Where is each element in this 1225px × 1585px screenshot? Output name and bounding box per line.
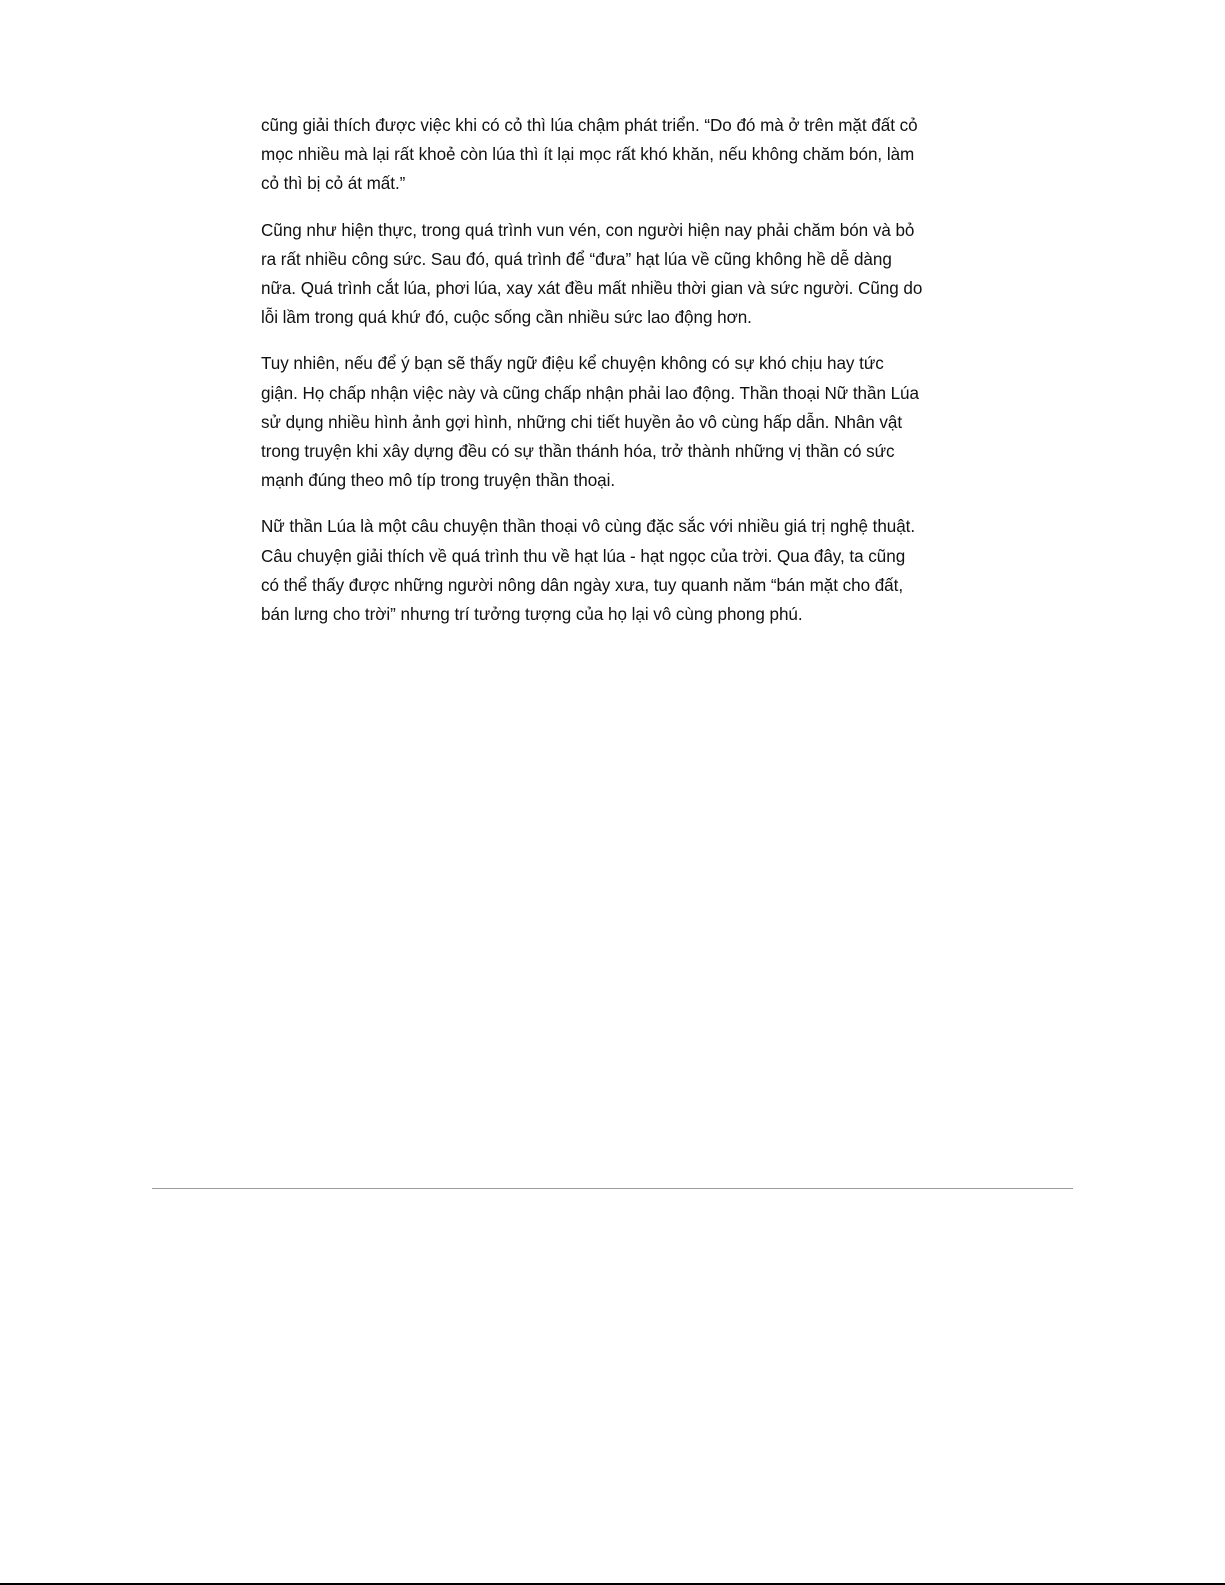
text-line: nữa. Quá trình cắt lúa, phơi lúa, xay xát đều mất nhiều thời gian và sức người. Cũng do — [261, 279, 923, 299]
text-line: cỏ thì bị cỏ át mất.” — [261, 174, 406, 194]
text-line: Tuy nhiên, nếu để ý bạn sẽ thấy ngữ điệu kể chuyện không có sự khó chịu hay tức — [261, 354, 884, 374]
text-line: Cũng như hiện thực, trong quá trình vun vén, con người hiện nay phải chăm bón và bỏ — [261, 220, 915, 240]
text-line: trong truyện khi xây dựng đều có sự thần thánh hóa, trở thành những vị thần có sức — [261, 442, 895, 462]
footer-divider — [152, 1188, 1073, 1189]
text-line: có thể thấy được những người nông dân ngày xưa, tuy quanh năm “bán mặt cho đất, — [261, 575, 904, 595]
text-line: cũng giải thích được việc khi có cỏ thì lúa chậm phát triển. “Do đó mà ở trên mặt đất cỏ — [261, 116, 918, 135]
text-line: giận. Họ chấp nhận việc này và cũng chấp nhận phải lao động. Thần thoại Nữ thần Lúa — [261, 383, 919, 403]
document-body — [261, 111, 967, 646]
text-line: mọc nhiều mà lại rất khoẻ còn lúa thì ít lại mọc rất khó khăn, nếu không chăm bón, làm — [261, 145, 915, 165]
text-line: Nữ thần Lúa là một câu chuyện thần thoại vô cùng đặc sắc với nhiều giá trị nghệ thuật. — [261, 517, 916, 537]
text-line: lỗi lầm trong quá khứ đó, cuộc sống cần nhiều sức lao động hơn. — [261, 308, 752, 328]
text-line: sử dụng nhiều hình ảnh gợi hình, những chi tiết huyền ảo vô cùng hấp dẫn. Nhân vật — [261, 412, 903, 432]
paragraph-2 — [261, 216, 967, 333]
text-line: Câu chuyện giải thích về quá trình thu về hạt lúa - hạt ngọc của trời. Qua đây, ta cũng — [261, 546, 906, 566]
paragraph-1 — [261, 111, 967, 199]
paragraph-4 — [261, 512, 967, 629]
text-line: mạnh đúng theo mô típ trong truyện thần thoại. — [261, 471, 616, 491]
text-line: ra rất nhiều công sức. Sau đó, quá trình để “đưa” hạt lúa về cũng không hề dễ dàng — [261, 249, 892, 269]
text-line: bán lưng cho trời” nhưng trí tưởng tượng của họ lại vô cùng phong phú. — [261, 605, 803, 625]
paragraph-3 — [261, 349, 967, 495]
